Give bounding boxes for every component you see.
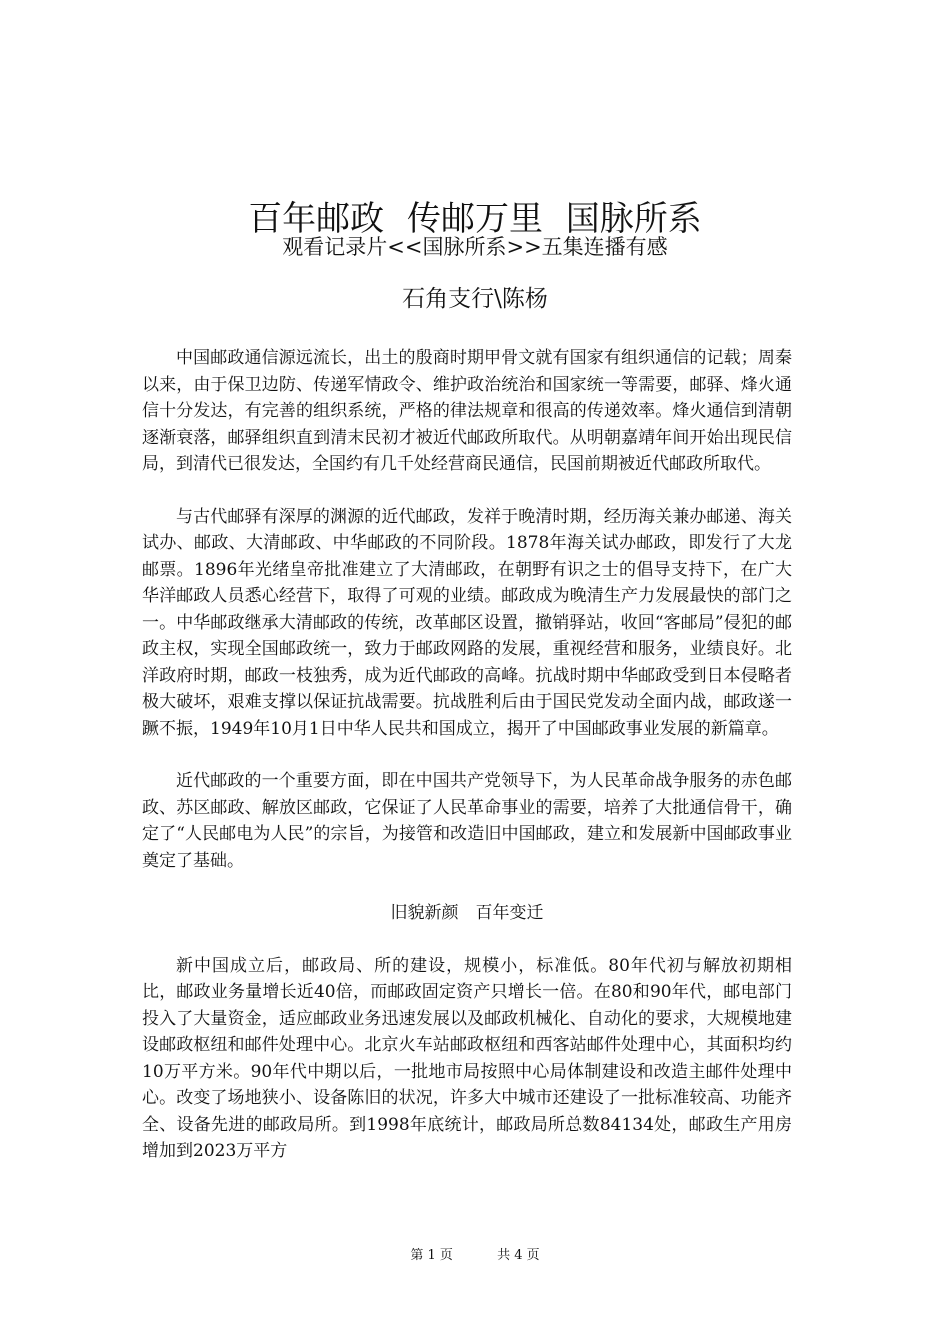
document-subtitle: 观看记录片<<国脉所系>>五集连播有感: [282, 235, 668, 259]
page-total: 共 4 页: [497, 1248, 540, 1263]
paragraph: 新中国成立后，邮政局、所的建设，规模小，标准低。80年代初与解放初期相比，邮政业务量增长近40倍，而邮政固定资产只增长一倍。在80和90年代，邮电部门投入了大量资金，适应邮政业务迅速发展以及邮政机械化、自动化的要求，大规模地建设邮政枢纽和邮件处理中心。北京火车站邮政枢纽和西客站邮件处理中心，其面积均约10万平方米。90年代中期以后，一批地市局按照中心局体制建设和改造主邮件处理中心。改变了场地狭小、设备陈旧的状况，许多大中城市还建设了一批标准较高、功能齐全、设备先进的邮政局所。到1998年底统计，邮政局所总数84134处，邮政生产用房增加到2023万平方: [142, 955, 792, 1161]
document-body: [142, 345, 792, 1191]
section-heading: 旧貌新颜 百年变迁: [390, 903, 544, 923]
page-footer: [0, 1247, 950, 1265]
paragraph: 中国邮政通信源远流长，出土的殷商时期甲骨文就有国家有组织通信的记载；周秦以来，由于保卫边防、传递军情政令、维护政治统治和国家统一等需要，邮驿、烽火通信十分发达，有完善的组织系统，严格的律法规章和很高的传递效率。烽火通信到清朝逐渐衰落，邮驿组织直到清末民初才被近代邮政所取代。从明朝嘉靖年间开始出现民信局，到清代已很发达，全国约有几千处经营商民通信，民国前期被近代邮政所取代。: [142, 348, 792, 474]
paragraph: 近代邮政的一个重要方面，即在中国共产党领导下，为人民革命战争服务的赤色邮政、苏区邮政、解放区邮政，它保证了人民革命事业的需要，培养了大批通信骨干，确定了“人民邮电为人民”的宗旨，为接管和改造旧中国邮政，建立和发展新中国邮政事业奠定了基础。: [142, 771, 792, 871]
document-title: 百年邮政 传邮万里 国脉所系: [248, 198, 702, 239]
page-number: 第 1 页: [410, 1248, 453, 1263]
paragraph: 与古代邮驿有深厚的渊源的近代邮政，发祥于晚清时期，经历海关兼办邮递、海关试办、邮政、大清邮政、中华邮政的不同阶段。1878年海关试办邮政，即发行了大龙邮票。1896年光绪皇帝批准建立了大清邮政，在朝野有识之士的倡导支持下，在广大华洋邮政人员悉心经营下，取得了可观的业绩。邮政成为晚清生产力发展最快的部门之一。中华邮政继承大清邮政的传统，改革邮区设置，撤销驿站，收回“客邮局”侵犯的邮政主权，实现全国邮政统一，致力于邮政网路的发展，重视经营和服务，业绩良好。北洋政府时期，邮政一枝独秀，成为近代邮政的高峰。抗战时期中华邮政受到日本侵略者极大破坏，艰难支撑以保证抗战需要。抗战胜利后由于国民党发动全面内战，邮政遂一蹶不振，1949年10月1日中华人民共和国成立，揭开了中国邮政事业发展的新篇章。: [142, 506, 792, 739]
document-author: 石角支行\陈杨: [402, 286, 548, 312]
